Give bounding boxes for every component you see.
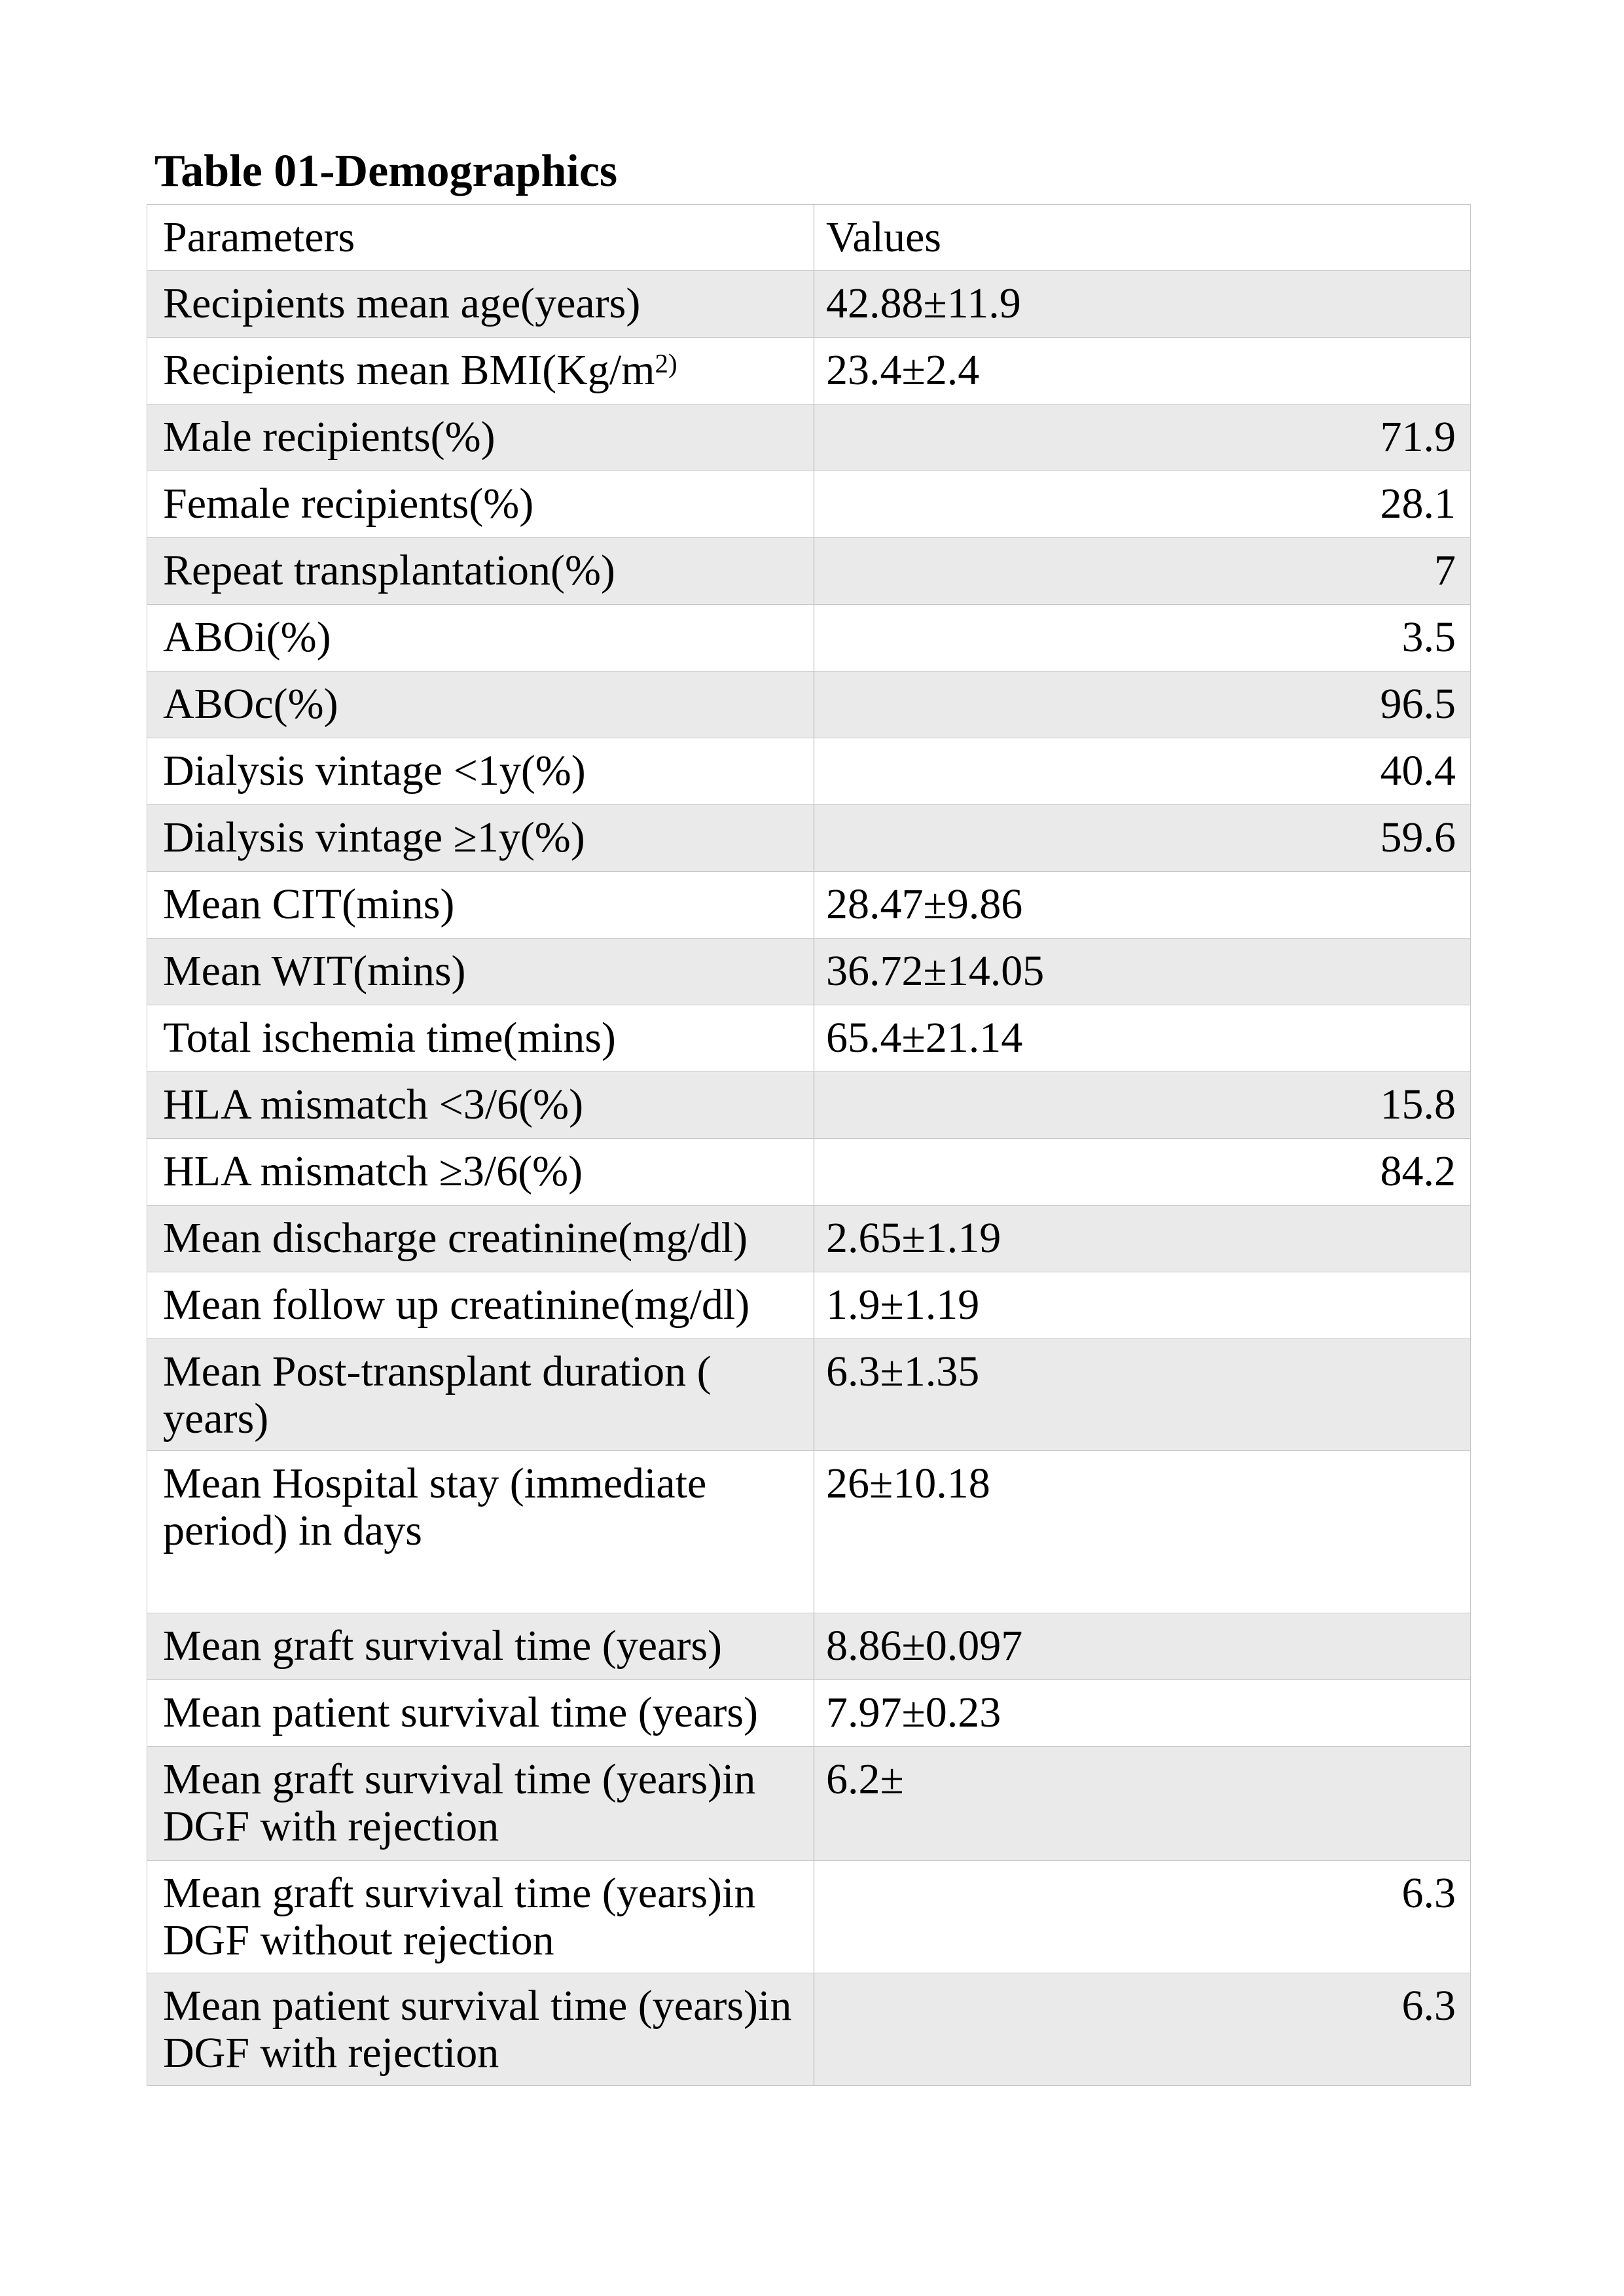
parameter-cell: Female recipients(%) bbox=[147, 471, 814, 538]
table-row bbox=[147, 1072, 1471, 1139]
table-row bbox=[147, 338, 1471, 404]
value-cell: 36.72±14.05 bbox=[814, 939, 1471, 1005]
table-row bbox=[147, 1861, 1471, 1973]
parameter-cell: Mean follow up creatinine(mg/dl) bbox=[147, 1272, 814, 1339]
table-row bbox=[147, 1613, 1471, 1680]
header-row bbox=[147, 205, 1471, 271]
table-row bbox=[147, 1206, 1471, 1272]
table-title: Table 01-Demographics bbox=[154, 146, 618, 196]
table-row bbox=[147, 1973, 1471, 2086]
parameter-cell: Mean Hospital stay (immediate period) in days bbox=[147, 1451, 814, 1613]
value-cell: 42.88±11.9 bbox=[814, 271, 1471, 338]
value-cell: 71.9 bbox=[814, 404, 1471, 471]
value-cell: 6.3 bbox=[814, 1861, 1471, 1973]
parameter-cell: Mean patient survival time (years)in DGF with rejection bbox=[147, 1973, 814, 2086]
parameter-cell: Mean graft survival time (years)in DGF with rejection bbox=[147, 1747, 814, 1861]
demographics-table bbox=[147, 204, 1471, 2086]
value-cell: 8.86±0.097 bbox=[814, 1613, 1471, 1680]
value-cell: 1.9±1.19 bbox=[814, 1272, 1471, 1339]
table-row bbox=[147, 805, 1471, 872]
table-row bbox=[147, 1005, 1471, 1072]
value-cell: 59.6 bbox=[814, 805, 1471, 872]
value-cell: 3.5 bbox=[814, 605, 1471, 672]
value-cell: 65.4±21.14 bbox=[814, 1005, 1471, 1072]
parameter-cell: Recipients mean $BMI(Kg/m^{2)}$ bbox=[147, 338, 814, 404]
parameter-cell: Male recipients(%) bbox=[147, 404, 814, 471]
table-row bbox=[147, 872, 1471, 939]
superscript: 2) bbox=[655, 348, 677, 378]
parameter-cell: HLA mismatch ≥3/6(%) bbox=[147, 1139, 814, 1206]
value-cell: 6.3±1.35 bbox=[814, 1339, 1471, 1451]
table-row bbox=[147, 271, 1471, 338]
table-row bbox=[147, 605, 1471, 672]
parameter-cell: Mean graft survival time (years)in DGF without rejection bbox=[147, 1861, 814, 1973]
value-cell: 26±10.18 bbox=[814, 1451, 1471, 1613]
value-cell: 28.1 bbox=[814, 471, 1471, 538]
parameter-cell: Dialysis vintage ≥1y(%) bbox=[147, 805, 814, 872]
table-row bbox=[147, 471, 1471, 538]
table-row bbox=[147, 404, 1471, 471]
parameter-cell: Mean graft survival time (years) bbox=[147, 1613, 814, 1680]
value-cell: 15.8 bbox=[814, 1072, 1471, 1139]
value-cell: 6.2± bbox=[814, 1747, 1471, 1861]
table-row bbox=[147, 1451, 1471, 1613]
value-cell: 28.47±9.86 bbox=[814, 872, 1471, 939]
table-row bbox=[147, 1272, 1471, 1339]
parameter-cell: ABOc(%) bbox=[147, 672, 814, 738]
table-row bbox=[147, 939, 1471, 1005]
parameter-cell: Mean WIT(mins) bbox=[147, 939, 814, 1005]
value-cell: 2.65±1.19 bbox=[814, 1206, 1471, 1272]
value-cell: 40.4 bbox=[814, 738, 1471, 805]
parameter-cell: Mean Post-transplant duration ( years) bbox=[147, 1339, 814, 1451]
parameter-cell: Repeat transplantation(%) bbox=[147, 538, 814, 605]
column-header-values: Values bbox=[814, 205, 1471, 271]
table-row bbox=[147, 1747, 1471, 1861]
table-row bbox=[147, 538, 1471, 605]
table-row bbox=[147, 1680, 1471, 1747]
parameter-cell: Total ischemia time(mins) bbox=[147, 1005, 814, 1072]
parameter-cell: Dialysis vintage <1y(%) bbox=[147, 738, 814, 805]
value-cell: 7 bbox=[814, 538, 1471, 605]
value-cell: 23.4±2.4 bbox=[814, 338, 1471, 404]
parameter-cell: HLA mismatch <3/6(%) bbox=[147, 1072, 814, 1139]
value-cell: 96.5 bbox=[814, 672, 1471, 738]
column-header-parameters: Parameters bbox=[147, 205, 814, 271]
parameter-cell: Mean patient survival time (years) bbox=[147, 1680, 814, 1747]
parameter-cell: ABOi(%) bbox=[147, 605, 814, 672]
parameter-cell: Mean CIT(mins) bbox=[147, 872, 814, 939]
parameter-cell: Mean discharge creatinine(mg/dl) bbox=[147, 1206, 814, 1272]
table-row bbox=[147, 672, 1471, 738]
table-row bbox=[147, 738, 1471, 805]
table-row bbox=[147, 1139, 1471, 1206]
value-cell: 7.97±0.23 bbox=[814, 1680, 1471, 1747]
table-body bbox=[147, 271, 1471, 2086]
table-row bbox=[147, 1339, 1471, 1451]
parameter-cell: Recipients mean age(years) bbox=[147, 271, 814, 338]
value-cell: 84.2 bbox=[814, 1139, 1471, 1206]
value-cell: 6.3 bbox=[814, 1973, 1471, 2086]
